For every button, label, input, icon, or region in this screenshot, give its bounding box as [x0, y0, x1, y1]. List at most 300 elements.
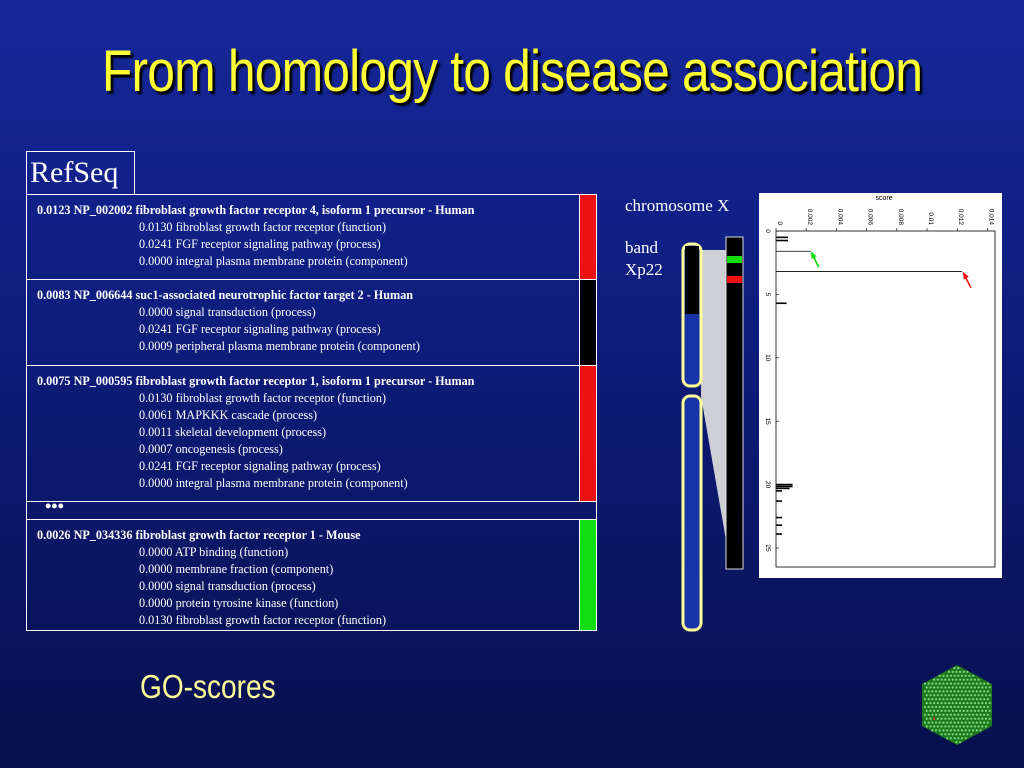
hex-dot: [929, 686, 931, 688]
hex-dot: [935, 690, 937, 692]
go-term: 0.0000 signal transduction (process): [139, 579, 316, 593]
hex-dot: [963, 679, 965, 681]
hex-dot: [963, 671, 965, 673]
hex-dot: [931, 690, 933, 692]
hex-dot: [944, 679, 946, 681]
hex-dot: [959, 741, 961, 743]
hex-dot: [968, 729, 970, 731]
go-term: 0.0011 skeletal development (process): [139, 425, 327, 439]
hex-dot: [939, 675, 941, 677]
hex-dot: [965, 675, 967, 677]
hex-dot: [978, 679, 980, 681]
hex-dot: [959, 710, 961, 712]
hex-dot: [957, 737, 959, 739]
hex-dot: [959, 694, 961, 696]
hex-dot: [952, 702, 954, 704]
chromosome-ideogram: [676, 236, 746, 636]
hex-dot: [981, 718, 983, 720]
green-arrow-icon: [811, 251, 819, 267]
hex-dot: [933, 679, 935, 681]
chart-marks: [776, 237, 962, 534]
hex-dot: [965, 729, 967, 731]
hex-dot: [948, 694, 950, 696]
hex-dot: [952, 679, 954, 681]
hex-dot: [948, 679, 950, 681]
refseq-table: [26, 194, 597, 631]
hex-dot: [978, 686, 980, 688]
hex-dot: [979, 729, 981, 731]
ellipsis-row: •••: [26, 502, 597, 520]
chromosome-band-dark: [685, 246, 699, 314]
hex-dot: [924, 698, 926, 700]
hex-dot: [968, 690, 970, 692]
chart-arrows: [811, 251, 971, 287]
hex-dot: [924, 722, 926, 724]
hex-dot: [941, 679, 943, 681]
hex-dot: [989, 718, 991, 720]
hex-dot: [955, 718, 957, 720]
hex-dot: [955, 741, 957, 743]
hex-dot: [929, 694, 931, 696]
hex-dot: [985, 718, 987, 720]
hex-dot: [942, 690, 944, 692]
hex-dot: [972, 698, 974, 700]
hex-dot: [942, 729, 944, 731]
hex-dot: [979, 722, 981, 724]
hex-dot: [961, 698, 963, 700]
hex-dot: [983, 714, 985, 716]
go-term: 0.0000 membrane fraction (component): [139, 562, 334, 576]
hex-dot: [931, 714, 933, 716]
go-term: 0.0130 fibroblast growth factor receptor (function): [139, 220, 387, 234]
hex-dot: [974, 725, 976, 727]
x-tick-label: 0: [776, 221, 783, 225]
hex-dot: [979, 714, 981, 716]
hex-dot: [946, 675, 948, 677]
hex-dot: [944, 694, 946, 696]
refseq-entry[interactable]: [26, 520, 597, 631]
hex-dot: [929, 702, 931, 704]
hex-dot: [942, 714, 944, 716]
hex-dot: [954, 706, 956, 708]
hex-dot: [952, 733, 954, 735]
hex-dot: [974, 718, 976, 720]
hex-dot: [974, 702, 976, 704]
hex-dot: [968, 683, 970, 685]
entry-heading: 0.0026 NP_034336 fibroblast growth factor receptor 1 - Mouse: [37, 528, 361, 542]
hex-dot: [931, 683, 933, 685]
hex-dot: [931, 706, 933, 708]
entry-heading: 0.0083 NP_006644 suc1-associated neurotrophic factor target 2 - Human: [37, 288, 414, 302]
hex-dot: [933, 694, 935, 696]
hex-dot: [970, 702, 972, 704]
hex-dot: [957, 714, 959, 716]
hex-dot: [957, 706, 959, 708]
chromosome-q-arm: [683, 396, 701, 630]
hex-dot: [961, 706, 963, 708]
hex-dot: [979, 698, 981, 700]
hex-dot: [954, 714, 956, 716]
hex-dot: [931, 722, 933, 724]
hex-dot: [955, 710, 957, 712]
hex-dot: [941, 718, 943, 720]
hex-dot: [978, 694, 980, 696]
hex-dot: [959, 733, 961, 735]
y-tick-label: 25: [764, 544, 771, 552]
hex-dot: [944, 710, 946, 712]
hex-dot: [961, 675, 963, 677]
hex-dot: [976, 690, 978, 692]
band-marker-green: [727, 256, 742, 263]
hex-dot: [972, 729, 974, 731]
hex-dot: [941, 710, 943, 712]
hex-dot: [948, 718, 950, 720]
hex-dot: [939, 690, 941, 692]
hex-logo-shape: [922, 665, 992, 745]
hex-dot: [961, 683, 963, 685]
hex-dot: [959, 686, 961, 688]
hex-dot: [928, 698, 930, 700]
hex-dot: [929, 710, 931, 712]
hex-dot: [978, 725, 980, 727]
hex-dot: [950, 729, 952, 731]
hex-dot: [987, 683, 989, 685]
hex-dot: [941, 725, 943, 727]
hex-dot: [935, 706, 937, 708]
hex-dot: [965, 698, 967, 700]
hex-dot: [954, 698, 956, 700]
entry-color-bar: [579, 195, 596, 279]
hex-dot: [976, 714, 978, 716]
hex-dot: [957, 667, 959, 669]
hex-dot: [924, 706, 926, 708]
hex-dot: [937, 686, 939, 688]
hex-dot: [972, 675, 974, 677]
go-term: 0.0061 MAPKKK cascade (process): [139, 408, 318, 422]
hex-dot: [944, 733, 946, 735]
hex-dot: [954, 667, 956, 669]
hex-dot: [942, 675, 944, 677]
chart-axes: [764, 209, 995, 567]
hex-dot: [966, 733, 968, 735]
hex-dot: [987, 706, 989, 708]
hex-dot: [933, 718, 935, 720]
hex-dot: [985, 702, 987, 704]
hex-dot: [954, 722, 956, 724]
hex-dot: [978, 710, 980, 712]
hex-dot: [942, 683, 944, 685]
hex-dot: [942, 722, 944, 724]
hex-dot: [976, 706, 978, 708]
hex-dot: [952, 710, 954, 712]
go-term: 0.0000 protein tyrosine kinase (function): [139, 596, 339, 610]
hex-dot: [952, 671, 954, 673]
chart-title: score: [875, 195, 893, 202]
slide-title: From homology to disease association: [101, 39, 923, 104]
refseq-label: RefSeq: [26, 151, 135, 194]
hex-dot: [948, 725, 950, 727]
y-tick-label: 0: [764, 229, 771, 233]
hex-dot: [954, 690, 956, 692]
hex-dot: [955, 725, 957, 727]
hex-dot: [944, 702, 946, 704]
x-tick-label: 0.002: [806, 208, 814, 225]
hex-dot: [933, 686, 935, 688]
hex-dot: [935, 683, 937, 685]
hex-dot: [963, 718, 965, 720]
hex-dot: [955, 694, 957, 696]
hex-dot: [955, 679, 957, 681]
hex-dot: [939, 722, 941, 724]
hex-dot: [959, 702, 961, 704]
hex-dot: [987, 722, 989, 724]
hex-dot: [942, 698, 944, 700]
entry-color-bar: [579, 280, 596, 365]
hex-dot: [966, 718, 968, 720]
hex-dot: [979, 683, 981, 685]
hex-dot: [933, 725, 935, 727]
hex-dot: [946, 737, 948, 739]
hex-dot: [965, 737, 967, 739]
hex-dot: [946, 683, 948, 685]
hex-dot: [981, 710, 983, 712]
hex-dot: [928, 690, 930, 692]
red-arrow-icon: [963, 272, 971, 288]
hex-dot: [935, 729, 937, 731]
hex-dot: [954, 737, 956, 739]
hex-dot: [965, 722, 967, 724]
entry-heading: 0.0123 NP_002002 fibroblast growth factor receptor 4, isoform 1 precursor - Human: [37, 203, 475, 217]
hex-dot: [928, 683, 930, 685]
hex-dot: [974, 694, 976, 696]
hex-dot: [937, 725, 939, 727]
hex-dot: [961, 714, 963, 716]
hex-dot: [983, 683, 985, 685]
hex-dot: [935, 714, 937, 716]
hex-dot: [972, 714, 974, 716]
hex-dot: [972, 683, 974, 685]
hex-dot: [935, 698, 937, 700]
score-plot: [759, 193, 1002, 578]
hex-dot: [976, 722, 978, 724]
hex-dot: [970, 710, 972, 712]
band-zoom-bar: [726, 237, 743, 569]
hex-dot: [931, 698, 933, 700]
hex-dot: [957, 675, 959, 677]
go-scores-label: GO-scores: [140, 668, 276, 705]
hex-dot: [928, 714, 930, 716]
hex-dot: [957, 698, 959, 700]
hex-dot: [968, 714, 970, 716]
hex-dot: [946, 722, 948, 724]
go-term: 0.0130 fibroblast growth factor receptor (function): [139, 613, 387, 627]
hex-dot: [954, 683, 956, 685]
hex-dot: [987, 714, 989, 716]
hex-dot: [966, 671, 968, 673]
hex-dot: [957, 729, 959, 731]
hex-dot: [941, 686, 943, 688]
hex-dot: [966, 725, 968, 727]
hex-dot: [937, 710, 939, 712]
hex-dot: [954, 729, 956, 731]
go-term: 0.0009 peripheral plasma membrane protein (component): [139, 339, 420, 353]
hex-dot: [948, 702, 950, 704]
hex-dot: [950, 690, 952, 692]
hex-dot: [926, 694, 928, 696]
hex-dot: [924, 714, 926, 716]
go-term: 0.0000 signal transduction (process): [139, 305, 316, 319]
hex-dot: [939, 683, 941, 685]
go-term: 0.0000 integral plasma membrane protein (component): [139, 254, 408, 268]
x-tick-label: 0.004: [836, 208, 844, 225]
arrow-head: [811, 251, 817, 259]
hex-dot: [944, 686, 946, 688]
hex-dot: [929, 725, 931, 727]
hex-dot: [965, 714, 967, 716]
hex-dot: [989, 686, 991, 688]
hex-dot: [955, 686, 957, 688]
hex-dot: [954, 675, 956, 677]
hex-dot: [959, 679, 961, 681]
hex-dot: [950, 722, 952, 724]
hex-dot: [957, 683, 959, 685]
hex-dot: [955, 733, 957, 735]
hex-dot: [941, 694, 943, 696]
hex-dot: [948, 733, 950, 735]
hex-dot: [974, 679, 976, 681]
hex-dot: [948, 686, 950, 688]
hex-dot: [974, 686, 976, 688]
hex-dot: [963, 694, 965, 696]
hex-dot: [937, 679, 939, 681]
hex-dot: [963, 702, 965, 704]
hex-dot: [948, 671, 950, 673]
hex-dot: [981, 686, 983, 688]
y-tick-label: 10: [764, 354, 771, 362]
hex-dot: [965, 690, 967, 692]
hex-dot: [974, 710, 976, 712]
hex-dot: [946, 698, 948, 700]
refseq-entry[interactable]: [26, 194, 597, 280]
hex-dot: [926, 710, 928, 712]
x-tick-label: 0.006: [866, 208, 874, 225]
arrow-head: [963, 272, 969, 280]
hex-dot: [968, 722, 970, 724]
entry-heading: 0.0075 NP_000595 fibroblast growth factor receptor 1, isoform 1 precursor - Human: [37, 374, 475, 388]
hex-dot: [957, 722, 959, 724]
hex-dot: [978, 718, 980, 720]
refseq-entry[interactable]: [26, 280, 597, 366]
hex-dot: [959, 671, 961, 673]
x-tick-label: 0.012: [957, 208, 965, 225]
go-term: 0.0000 ATP binding (function): [139, 545, 289, 559]
hex-dot: [941, 733, 943, 735]
hex-dot: [941, 702, 943, 704]
hex-dot: [963, 710, 965, 712]
hex-dot: [963, 725, 965, 727]
hex-dot: [981, 725, 983, 727]
hex-dot: [981, 702, 983, 704]
hex-dot: [926, 702, 928, 704]
entry-color-bar: [579, 366, 596, 501]
hex-dot: [955, 671, 957, 673]
go-term: 0.0241 FGF receptor signaling pathway (process): [139, 322, 381, 336]
hex-dot: [970, 733, 972, 735]
band-label: band: [625, 238, 659, 257]
hex-dot: [979, 690, 981, 692]
hex-dot: [983, 690, 985, 692]
hex-dot: [972, 690, 974, 692]
hex-dot: [983, 722, 985, 724]
hex-dot: [946, 690, 948, 692]
hex-dot: [970, 718, 972, 720]
hex-dot: [987, 690, 989, 692]
chromosome-label: chromosome X: [625, 196, 730, 215]
hex-dot: [968, 675, 970, 677]
hex-dot: [989, 694, 991, 696]
hex-dot: [985, 694, 987, 696]
hex-dot: [928, 706, 930, 708]
hex-dot: [937, 718, 939, 720]
hex-dot: [959, 725, 961, 727]
go-term: 0.0130 fibroblast growth factor receptor (function): [139, 391, 387, 405]
hex-dot: [978, 702, 980, 704]
hex-dot: [966, 710, 968, 712]
hex-dot: [979, 706, 981, 708]
hex-dot: [944, 718, 946, 720]
hex-dot: [939, 729, 941, 731]
hex-dot: [970, 686, 972, 688]
hex-dot: [924, 683, 926, 685]
hex-dot: [989, 710, 991, 712]
hex-dot: [928, 722, 930, 724]
hex-dot: [963, 686, 965, 688]
hex-dot: [944, 725, 946, 727]
hex-dot: [935, 722, 937, 724]
hex-dot: [965, 683, 967, 685]
hex-dot: [950, 706, 952, 708]
entry-color-bar: [579, 520, 596, 630]
hex-dot: [952, 686, 954, 688]
hex-dot: [966, 686, 968, 688]
hex-dot: [950, 737, 952, 739]
hex-dot: [966, 702, 968, 704]
y-tick-label: 20: [764, 480, 771, 489]
x-tick-label: 0.01: [927, 212, 935, 225]
hex-dot: [968, 698, 970, 700]
hex-dot: [961, 722, 963, 724]
hex-dot: [937, 694, 939, 696]
hex-dot: [989, 702, 991, 704]
y-tick-label: 5: [764, 292, 771, 297]
refseq-entry[interactable]: [26, 366, 597, 502]
hex-dot: [963, 733, 965, 735]
hex-dot: [926, 686, 928, 688]
hex-dot: [950, 698, 952, 700]
hex-dot: [959, 718, 961, 720]
x-tick-label: 0.008: [896, 208, 904, 225]
hex-dot: [961, 729, 963, 731]
hex-dot: [952, 725, 954, 727]
hex-dot: [966, 679, 968, 681]
hex-dot: [948, 710, 950, 712]
hex-dot: [976, 729, 978, 731]
hex-dot: [976, 698, 978, 700]
hex-dot: [985, 710, 987, 712]
hex-dot: [946, 714, 948, 716]
hex-dot: [970, 725, 972, 727]
hex-dot: [965, 706, 967, 708]
